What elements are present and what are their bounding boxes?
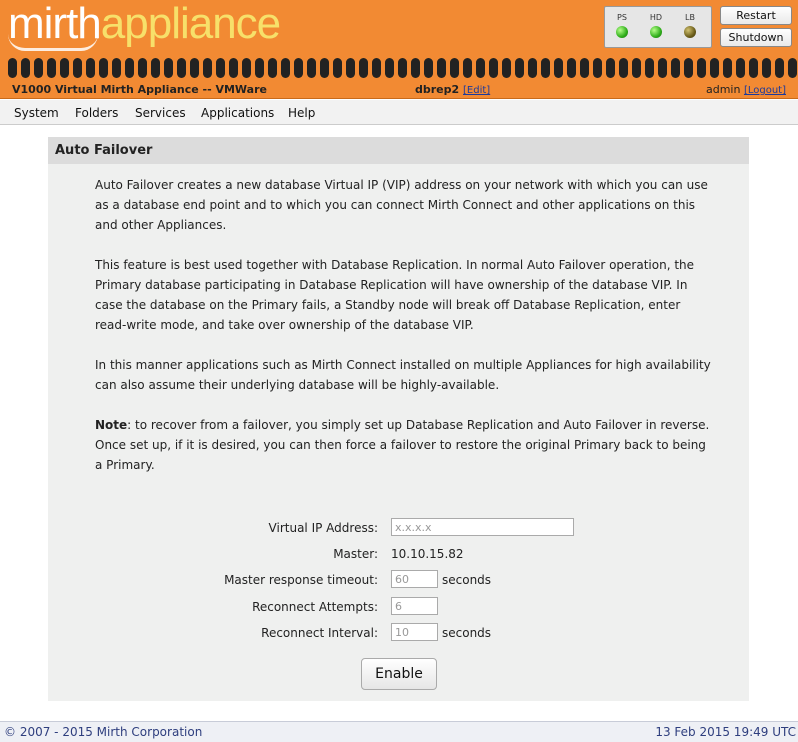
decorative-pill bbox=[281, 58, 290, 78]
decorative-pill bbox=[580, 58, 589, 78]
menu-item-services[interactable]: Services bbox=[135, 106, 186, 120]
menu-item-folders[interactable]: Folders bbox=[75, 106, 119, 120]
decorative-pill bbox=[606, 58, 615, 78]
auto-failover-panel bbox=[48, 137, 749, 701]
decorative-pill bbox=[359, 58, 368, 78]
decorative-pill bbox=[151, 58, 160, 78]
decorative-pill bbox=[190, 58, 199, 78]
decorative-pill bbox=[320, 58, 329, 78]
virtual-ip-input[interactable]: x.x.x.x bbox=[391, 518, 574, 536]
main-menu bbox=[0, 100, 798, 125]
decorative-pill bbox=[450, 58, 459, 78]
decorative-pill bbox=[411, 58, 420, 78]
decorative-pill bbox=[203, 58, 212, 78]
intro-paragraph: Auto Failover creates a new database Virtual IP (VIP) address on your network with which you can use as a database end point and to which you can connect Mirth Connect and other applications on this and other Appliances. bbox=[95, 178, 708, 232]
decorative-pill-strip bbox=[0, 58, 798, 80]
timestamp: 13 Feb 2015 19:49 UTC bbox=[655, 725, 796, 739]
decorative-pill bbox=[112, 58, 121, 78]
master-label: Master: bbox=[333, 547, 378, 561]
shutdown-button[interactable]: Shutdown bbox=[720, 28, 792, 47]
decorative-pill bbox=[346, 58, 355, 78]
copyright: © 2007 - 2015 Mirth Corporation bbox=[4, 725, 203, 739]
decorative-pill bbox=[21, 58, 30, 78]
menu-item-applications[interactable]: Applications bbox=[201, 106, 275, 120]
decorative-pill bbox=[164, 58, 173, 78]
attempts-input[interactable]: 6 bbox=[391, 597, 438, 615]
appliance-title: V1000 Virtual Mirth Appliance -- VMWare bbox=[12, 83, 267, 96]
ps-status-icon bbox=[616, 26, 628, 38]
decorative-pill bbox=[658, 58, 667, 78]
decorative-pill bbox=[47, 58, 56, 78]
decorative-pill bbox=[268, 58, 277, 78]
decorative-pill bbox=[710, 58, 719, 78]
menu-item-system[interactable]: System bbox=[14, 106, 59, 120]
enable-button[interactable]: Enable bbox=[361, 658, 437, 690]
note-paragraph: Note: to recover from a failover, you simply set up Database Replication and Auto Failover in reverse. Once set up, if it is desired, you can then force a failover to restore the original Primary back to being a Primary. bbox=[95, 418, 710, 472]
decorative-pill bbox=[385, 58, 394, 78]
mirth-appliance-logo: mirthappliance bbox=[8, 0, 281, 48]
user-info: admin [Logout] bbox=[705, 83, 786, 96]
edit-hostname-link[interactable]: [Edit] bbox=[463, 85, 491, 96]
interval-unit: seconds bbox=[442, 626, 492, 640]
decorative-pill bbox=[86, 58, 95, 78]
decorative-pill bbox=[333, 58, 342, 78]
decorative-pill bbox=[749, 58, 758, 78]
decorative-pill bbox=[671, 58, 680, 78]
decorative-pill bbox=[736, 58, 745, 78]
decorative-pill bbox=[463, 58, 472, 78]
decorative-pill bbox=[684, 58, 693, 78]
decorative-pill bbox=[138, 58, 147, 78]
decorative-pill bbox=[541, 58, 550, 78]
decorative-pill bbox=[593, 58, 602, 78]
master-value: 10.10.15.82 bbox=[391, 547, 464, 561]
panel-title: Auto Failover bbox=[48, 137, 749, 164]
decorative-pill bbox=[125, 58, 134, 78]
decorative-pill bbox=[60, 58, 69, 78]
decorative-pill bbox=[528, 58, 537, 78]
logo-swoosh bbox=[8, 34, 98, 51]
decorative-pill bbox=[398, 58, 407, 78]
decorative-pill bbox=[242, 58, 251, 78]
decorative-pill bbox=[554, 58, 563, 78]
timeout-label: Master response timeout: bbox=[224, 573, 378, 587]
decorative-pill bbox=[307, 58, 316, 78]
decorative-pill bbox=[632, 58, 641, 78]
decorative-pill bbox=[229, 58, 238, 78]
decorative-pill bbox=[73, 58, 82, 78]
decorative-pill bbox=[424, 58, 433, 78]
hd-led: HD bbox=[641, 13, 671, 38]
appliance-info-bar bbox=[0, 82, 798, 98]
availability-paragraph: In this manner applications such as Mirth Connect installed on multiple Appliances for high availability can also assume their underlying database will be highly-available. bbox=[95, 358, 711, 392]
decorative-pill bbox=[567, 58, 576, 78]
decorative-pill bbox=[502, 58, 511, 78]
vip-label: Virtual IP Address: bbox=[268, 521, 378, 535]
decorative-pill bbox=[645, 58, 654, 78]
decorative-pill bbox=[619, 58, 628, 78]
decorative-pill bbox=[489, 58, 498, 78]
decorative-pill bbox=[177, 58, 186, 78]
decorative-pill bbox=[437, 58, 446, 78]
replication-paragraph: This feature is best used together with Database Replication. In normal Auto Failover operation, the Primary database participating in Database Replication will have ownership of the database VIP. In case the database on the Primary fails, a Standby node will break off Database Replication, enter read-write mode, and take over ownership of the database VIP. bbox=[95, 258, 695, 332]
decorative-pill bbox=[762, 58, 771, 78]
lb-status-icon bbox=[684, 26, 696, 38]
attempts-label: Reconnect Attempts: bbox=[252, 600, 378, 614]
decorative-pill bbox=[515, 58, 524, 78]
interval-label: Reconnect Interval: bbox=[261, 626, 378, 640]
footer bbox=[0, 721, 798, 742]
decorative-pill bbox=[99, 58, 108, 78]
decorative-pill bbox=[8, 58, 17, 78]
decorative-pill bbox=[34, 58, 43, 78]
interval-input[interactable]: 10 bbox=[391, 623, 438, 641]
timeout-unit: seconds bbox=[442, 573, 492, 587]
decorative-pill bbox=[255, 58, 264, 78]
lb-led: LB bbox=[675, 13, 705, 38]
decorative-pill bbox=[788, 58, 797, 78]
decorative-pill bbox=[294, 58, 303, 78]
decorative-pill bbox=[372, 58, 381, 78]
status-led-panel bbox=[604, 6, 712, 48]
decorative-pill bbox=[476, 58, 485, 78]
decorative-pill bbox=[216, 58, 225, 78]
menu-item-help[interactable]: Help bbox=[288, 106, 316, 120]
decorative-pill bbox=[697, 58, 706, 78]
decorative-pill bbox=[775, 58, 784, 78]
ps-led: PS bbox=[607, 13, 637, 38]
timeout-input[interactable]: 60 bbox=[391, 570, 438, 588]
app-header bbox=[0, 0, 798, 99]
hostname: dbrep2 [Edit] bbox=[415, 83, 491, 96]
restart-button[interactable]: Restart bbox=[720, 6, 792, 25]
logout-link[interactable]: [Logout] bbox=[743, 85, 786, 96]
decorative-pill bbox=[723, 58, 732, 78]
hd-status-icon bbox=[650, 26, 662, 38]
